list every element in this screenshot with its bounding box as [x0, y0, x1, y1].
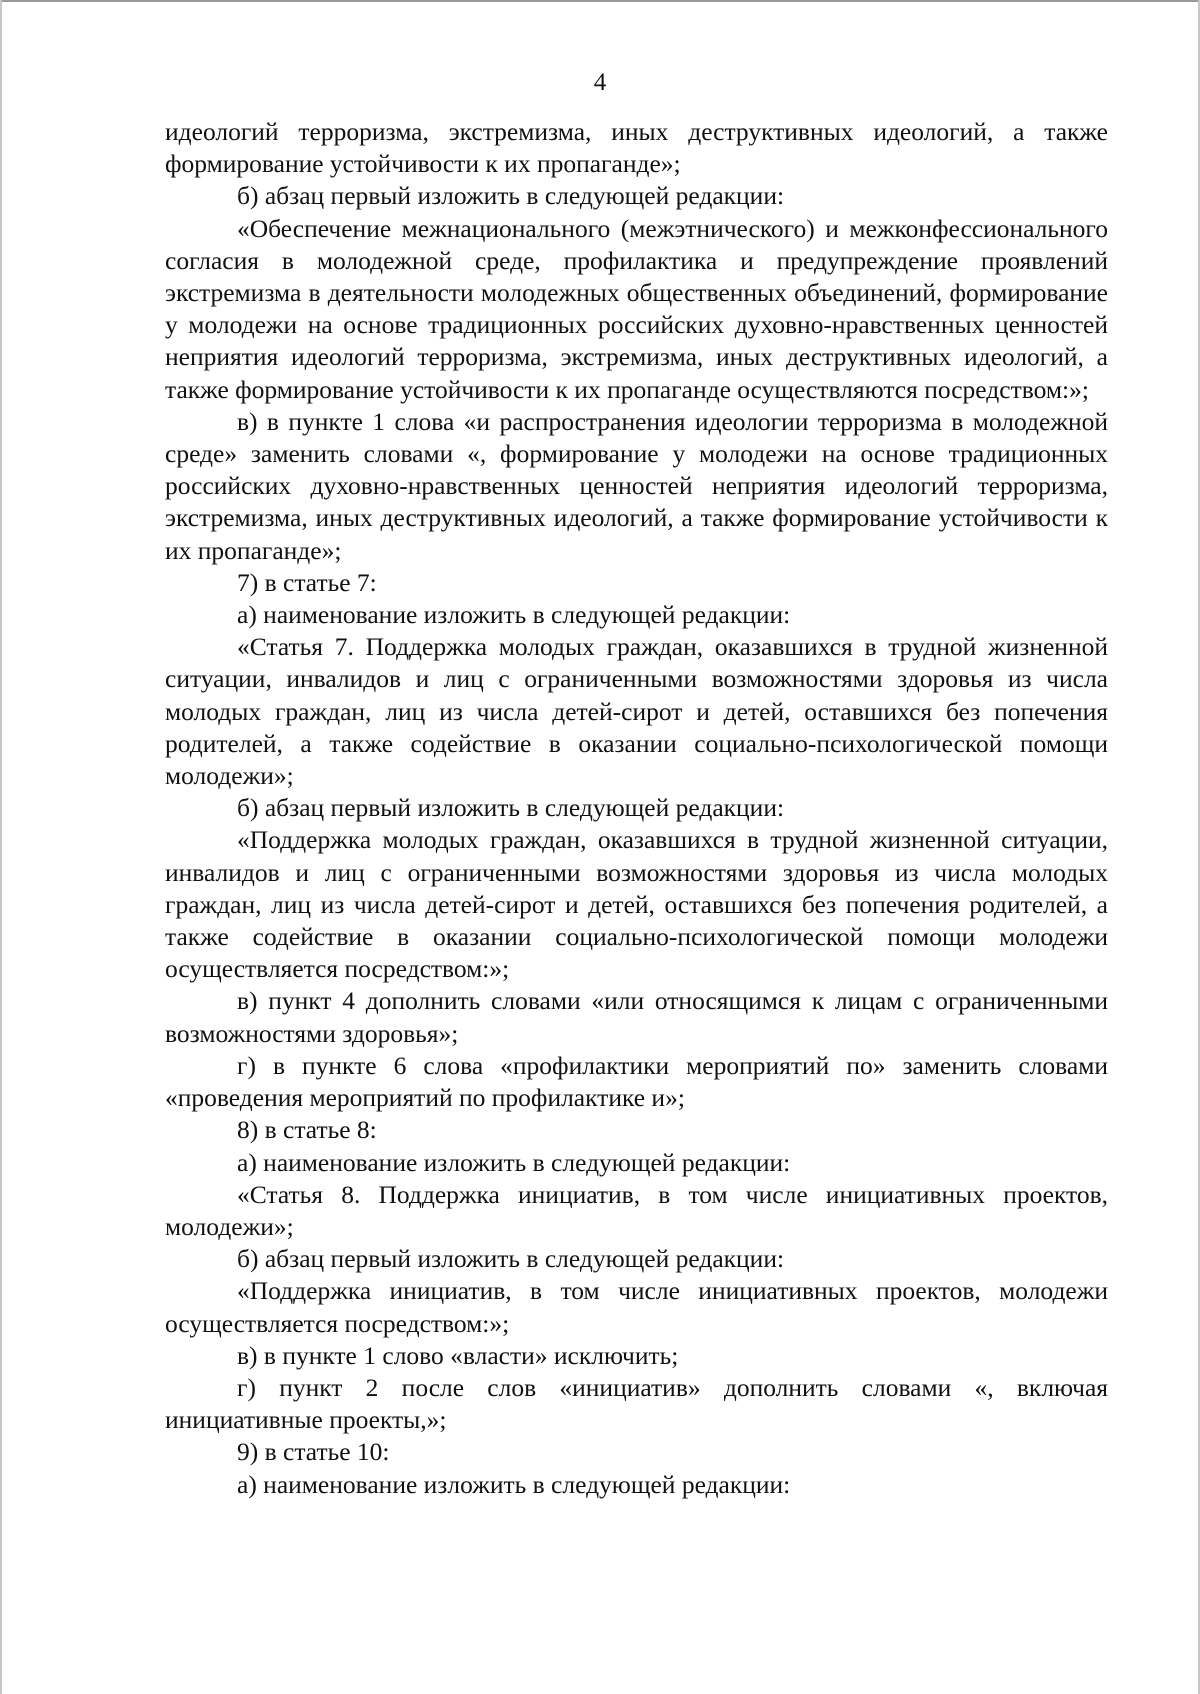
paragraph: идеологий терроризма, экстремизма, иных деструктивных идеологий, а также формирование устойчивости к их пропаганде»; — [165, 117, 1108, 179]
paragraph: в) в пункте 1 слова «и распространения идеологии терроризма в молодежной среде» заменить словами «, формирование у молодежи на основе традиционных российских духовно-нравственных ценностей неприятия идеологий терроризма, экстремизма, иных деструктивных идеологий, а также формирование устойчивости к их пропаганде»; — [165, 406, 1108, 565]
paragraph: «Обеспечение межнационального (межэтнического) и межконфессионального согласия в молодежной среде, профилактика и предупреждение проявлений экстремизма в деятельности молодежных общественных объединений, формирование у молодежи на основе традиционных российских духовно-нравственных ценностей неприятия идеологий терроризма, экстремизма, иных деструктивных идеологий, а также формирование устойчивости к их пропаганде осуществляются посредством:»; — [165, 213, 1108, 404]
paragraph: г) пункт 2 после слов «инициатив» дополнить словами «, включая инициативные проекты,»; — [165, 1372, 1108, 1435]
paragraph: б) абзац первый изложить в следующей редакции: — [237, 1244, 785, 1274]
paragraph: 7) в статье 7: — [237, 567, 377, 597]
paragraph: «Поддержка молодых граждан, оказавшихся в трудной жизненной ситуации, инвалидов и лиц с ограниченными возможностями здоровья из числа молодых граждан, лиц из числа детей-сирот и детей, оставшихся без попечения родителей, а также содействие в оказании социально-психологической помощи молодежи осуществляется посредством:»; — [165, 825, 1108, 984]
scan-top-border — [0, 0, 1200, 2]
paragraph: в) в пункте 1 слово «власти» исключить; — [237, 1340, 679, 1370]
paragraph: а) наименование изложить в следующей редакции: — [237, 1147, 791, 1177]
page-number: 4 — [593, 69, 607, 96]
paragraph: б) абзац первый изложить в следующей редакции: — [237, 181, 785, 211]
paragraph: 9) в статье 10: — [237, 1437, 390, 1467]
paragraph: «Поддержка инициатив, в том числе инициативных проектов, молодежи осуществляется посредством:»; — [165, 1276, 1108, 1338]
paragraph: а) наименование изложить в следующей редакции: — [237, 600, 791, 630]
paragraph: 8) в статье 8: — [237, 1115, 377, 1145]
document-body — [165, 116, 1108, 1501]
paragraph: «Статья 7. Поддержка молодых граждан, оказавшихся в трудной жизненной ситуации, инвалидов и лиц с ограниченными возможностями здоровья из числа молодых граждан, лиц из числа детей-сирот и детей, оставшихся без попечения родителей, а также содействие в оказании социально-психологической помощи молодежи»; — [165, 632, 1108, 791]
paragraph: в) пункт 4 дополнить словами «или относящимся к лицам с ограниченными возможностями здоровья»; — [165, 986, 1108, 1048]
paragraph: «Статья 8. Поддержка инициатив, в том числе инициативных проектов, молодежи»; — [165, 1179, 1108, 1241]
paragraph: г) в пункте 6 слова «профилактики мероприятий по» заменить словами «проведения мероприятий по профилактике и»; — [165, 1050, 1108, 1113]
scan-left-border — [0, 0, 2, 1694]
paragraph: а) наименование изложить в следующей редакции: — [237, 1469, 791, 1499]
paragraph: б) абзац первый изложить в следующей редакции: — [237, 793, 785, 823]
